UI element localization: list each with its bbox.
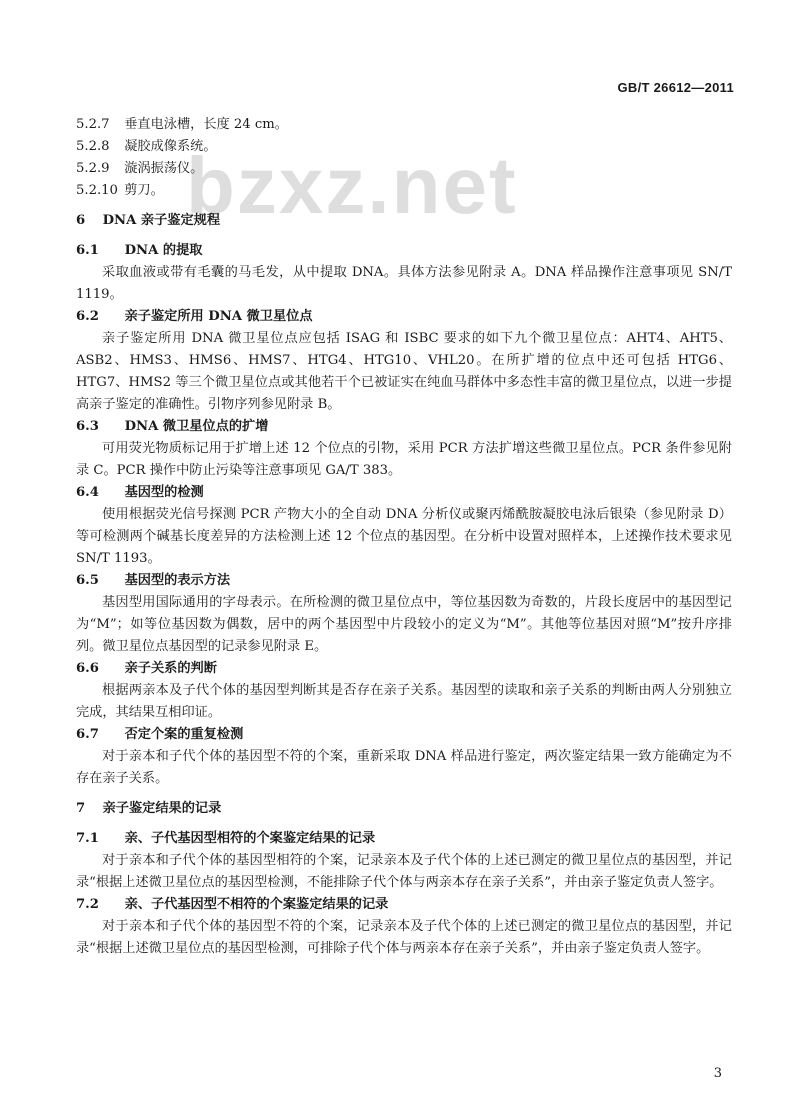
subsection-heading: [76, 240, 732, 262]
section-heading: [76, 210, 732, 232]
subsection-heading: [76, 482, 732, 504]
item-number: 5.2.7: [76, 117, 110, 132]
item-number: 5.2.9: [76, 161, 110, 176]
section-title: DNA 亲子鉴定规程: [102, 213, 221, 228]
subsection-number: 7.1: [76, 831, 99, 846]
paragraph: 对于亲本和子代个体的基因型不符的个案，重新采取 DNA 样品进行鉴定，两次鉴定结果一致方能确定为不存在亲子关系。: [76, 749, 732, 786]
subsection-number: 6.1: [76, 243, 99, 258]
list-item: [76, 180, 732, 202]
subsection-title: 否定个案的重复检测: [124, 727, 244, 742]
item-text: 凝胶成像系统。: [124, 139, 217, 154]
list-item: [76, 136, 732, 158]
subsection-title: 亲、子代基因型不相符的个案鉴定结果的记录: [124, 897, 389, 912]
item-text: 漩涡振荡仪。: [124, 161, 204, 176]
paragraph: 亲子鉴定所用 DNA 微卫星位点应包括 ISAG 和 ISBC 要求的如下九个微卫星位点：AHT4、AHT5、ASB2、HMS3、HMS6、HMS7、HTG4、HTG10、VHL20。在所扩增的位点中还可包括 HTG6、HTG7、HMS2 等三个微卫星位点或其他若干个已被证实在纯血马群体中多态性丰富的微卫星位点，以进一步提高亲子鉴定的准确性。引物序列参见附录 B。: [76, 331, 732, 412]
subsection-heading: [76, 570, 732, 592]
subsection-heading: [76, 658, 732, 680]
page-number: 3: [713, 1066, 722, 1081]
subsection-title: DNA 微卫星位点的扩增: [124, 419, 269, 434]
paragraph: 基因型用国际通用的字母表示。在所检测的微卫星位点中，等位基因数为奇数的，片段长度居中的基因型记为“M”；如等位基因数为偶数，居中的两个基因型中片段较小的定义为“M”。其他等位基因对照“M”按升序排列。微卫星位点基因型的记录参见附录 E。: [76, 595, 732, 654]
subsection-title: 亲子关系的判断: [124, 661, 217, 676]
subsection-number: 6.5: [76, 573, 99, 588]
page-content: [76, 114, 732, 960]
subsection-number: 6.7: [76, 727, 99, 742]
section-number: 6: [76, 213, 86, 228]
subsection-heading: [76, 894, 732, 916]
section-number: 7: [76, 801, 86, 816]
item-number: 5.2.10: [76, 183, 118, 198]
subsection-heading: [76, 828, 732, 850]
item-text: 垂直电泳槽，长度 24 cm。: [124, 117, 288, 132]
subsection-title: 亲、子代基因型相符的个案鉴定结果的记录: [124, 831, 376, 846]
section-title: 亲子鉴定结果的记录: [102, 801, 222, 816]
paragraph: 对于亲本和子代个体的基因型相符的个案，记录亲本及子代个体的上述已测定的微卫星位点的基因型，并记录“根据上述微卫星位点的基因型检测，不能排除子代个体与两亲本存在亲子关系”，并由亲子鉴定负责人签字。: [76, 853, 732, 890]
subsection-number: 6.4: [76, 485, 99, 500]
subsection-heading: [76, 724, 732, 746]
paragraph: 采取血液或带有毛囊的马毛发，从中提取 DNA。具体方法参见附录 A。DNA 样品操作注意事项见 SN/T 1119。: [76, 265, 732, 302]
item-text: 剪刀。: [124, 183, 164, 198]
subsection-number: 6.2: [76, 309, 99, 324]
paragraph: 使用根据荧光信号探测 PCR 产物大小的全自动 DNA 分析仪或聚丙烯酰胺凝胶电泳后银染（参见附录 D）等可检测两个碱基长度差异的方法检测上述 12 个位点的基因型。在分析中设置对照样本，上述操作技术要求见 SN/T 1193。: [76, 507, 732, 566]
watermark: bzxz.net: [186, 141, 518, 230]
subsection-heading: [76, 306, 732, 328]
section-heading: [76, 798, 732, 820]
subsection-heading: [76, 416, 732, 438]
subsection-title: 基因型的检测: [124, 485, 204, 500]
list-item: [76, 114, 732, 136]
standard-code: GB/T 26612—2011: [617, 80, 734, 95]
item-number: 5.2.8: [76, 139, 110, 154]
paragraph: 根据两亲本及子代个体的基因型判断其是否存在亲子关系。基因型的读取和亲子关系的判断由两人分别独立完成，其结果互相印证。: [76, 683, 732, 720]
subsection-number: 7.2: [76, 897, 99, 912]
subsection-title: 基因型的表示方法: [124, 573, 231, 588]
subsection-number: 6.3: [76, 419, 99, 434]
list-item: [76, 158, 732, 180]
subsection-number: 6.6: [76, 661, 99, 676]
subsection-title: 亲子鉴定所用 DNA 微卫星位点: [124, 309, 313, 324]
subsection-title: DNA 的提取: [124, 243, 203, 258]
paragraph: 对于亲本和子代个体的基因型不符的个案，记录亲本及子代个体的上述已测定的微卫星位点的基因型，并记录“根据上述微卫星位点的基因型检测，可排除子代个体与两亲本存在亲子关系”，并由亲子鉴定负责人签字。: [76, 919, 732, 956]
paragraph: 可用荧光物质标记用于扩增上述 12 个位点的引物，采用 PCR 方法扩增这些微卫星位点。PCR 条件参见附录 C。PCR 操作中防止污染等注意事项见 GA/T 383。: [76, 441, 732, 478]
